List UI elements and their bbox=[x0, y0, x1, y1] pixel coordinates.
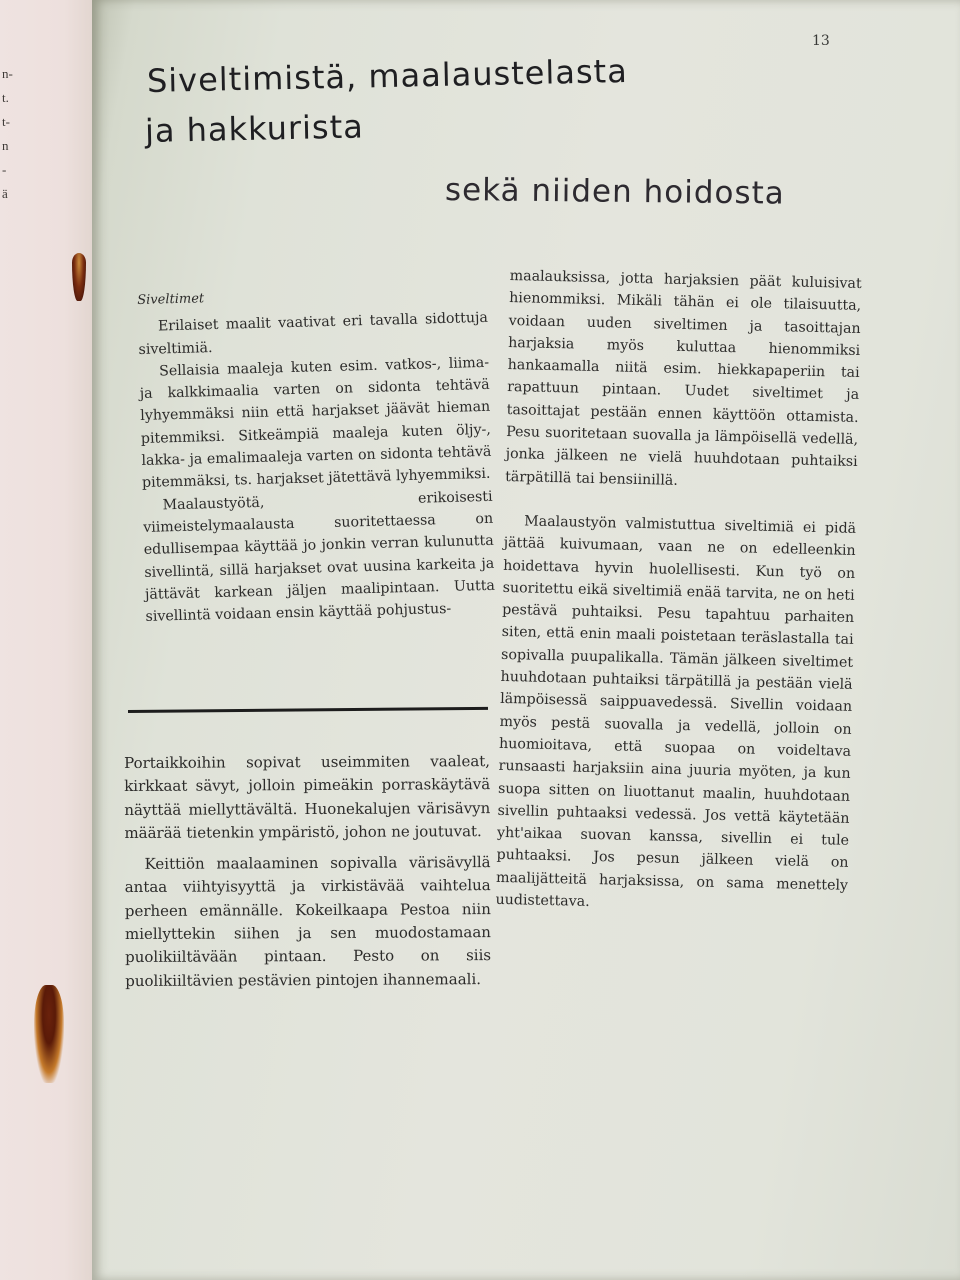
title-line-1: Siveltimistä, maalaustelasta bbox=[146, 51, 629, 100]
sidebar-box bbox=[124, 750, 491, 993]
rust-stain-top bbox=[72, 253, 86, 301]
right-column bbox=[495, 265, 862, 919]
section-heading: Siveltimet bbox=[137, 291, 205, 308]
facing-fragment: t. bbox=[2, 90, 9, 105]
left-column bbox=[137, 281, 496, 628]
paragraph: Maalaustyön valmistuttua siveltimiä ei pidä jättää kuivumaan, vaan ne on edelleenkin hoidettava hyvin huolellisesti. Kun työ on suoritettu eikä siveltimiä enää tarvita, ne on heti pestävä puhtaiksi. Pesu tapahtuu parhaiten siten, että enin maali poistetaan teräslastalla tai sopivalla puupalikalla. Tämän jälkeen siveltimet huuhdotaan puhtaiksi tärpätillä ja pestään vielä lämpöisessä saippuavedessä. Sivellin voidaan myös pestä suovalla ja vedellä, jolloin on huomioitava, että suopaa on voideltava runsaasti harjaksiin aina juuria myöten, ja kun suopa sitten on liuottanut maalin, huuhdotaan sivellin puhtaaksi vedessä. Jos vettä käytetään yht'aikaa suovan kanssa, sivellin ei tule puhtaaksi. Jos pesun jälkeen vielä on maalijätteitä harjaksissa, on sama menettely uudistettava. bbox=[495, 513, 857, 910]
paragraph: maalauksissa, jotta harjaksien päät kuluisivat hienommiksi. Mikäli tähän ei ole tilaisuutta, voidaan uuden siveltimen ja tasoittajan harjaksia myös kuluttaa hienommiksi hankaamalla niitä esim. hiekkapaperiin tai rapattuun pintaan. Uudet siveltimet ja tasoittajat pestään ennen käyttöön ottamista. Pesu suoritetaan suovalla ja lämpöisellä vedellä, jonka jälkeen ne vielä huuhdotaan puhtaiksi tärpätillä tai bensiinillä. bbox=[505, 267, 862, 489]
facing-page-text-fragments bbox=[2, 62, 22, 206]
paragraph: Keittiön maalaaminen sopivalla värisävyllä antaa viihtyisyyttä ja virkistävää vaihtelua perheen emännälle. Kokeilkaapa Pestoa niin miellyttekin siihen ja sen muodostamaan puolikiiltävään pintaan. Pesto on siis puolikiiltävien pestävien pintojen ihannemaali. bbox=[124, 853, 492, 990]
title-line-3: sekä niiden hoidosta bbox=[444, 172, 785, 212]
facing-fragment: ä bbox=[2, 186, 8, 201]
title-line-2: ja hakkurista bbox=[144, 107, 365, 150]
rust-stain-bottom bbox=[34, 985, 64, 1083]
facing-fragment: n bbox=[2, 138, 9, 153]
facing-page bbox=[0, 0, 92, 1280]
paragraph: Portaikkoihin sopivat useimmiten vaaleat, kirkkaat sävyt, jolloin pimeäkin porraskäytävä näyttää miellyttävältä. Huonekalujen värisävyn määrää tietenkin ympäristö, johon ne joutuvat. bbox=[124, 752, 491, 842]
paragraph: Erilaiset maalit vaativat eri tavalla sidottuja siveltimiä. bbox=[138, 310, 489, 358]
page-number: 13 bbox=[812, 33, 830, 49]
paragraph: Sellaisia maaleja kuten esim. vatkos-, liima- ja kalkkimaalia varten on sidonta tehtävä lyhyemmäksi niin että harjakset jäävät hieman pitemmiksi. Sitkeämpiä maaleja kuten öljy-, lakka- ja emalimaaleja varten on sidonta tehtävä pitemmäksi, ts. harjakset jätettävä lyhyemmiksi. bbox=[139, 354, 492, 492]
facing-fragment: n- bbox=[2, 66, 13, 81]
paragraph: Maalaustyötä, erikoisesti viimeistelymaalausta suoritettaessa on edullisempaa käyttää jo jonkin verran kulunutta sivellintä, sillä harjakset ovat uusina karkeita ja jättävät karkean jäljen maalipintaan. Uutta sivellintä voidaan ensin käyttää pohjustus- bbox=[143, 488, 496, 626]
facing-fragment: t- bbox=[2, 114, 10, 129]
facing-fragment: - bbox=[2, 162, 7, 177]
